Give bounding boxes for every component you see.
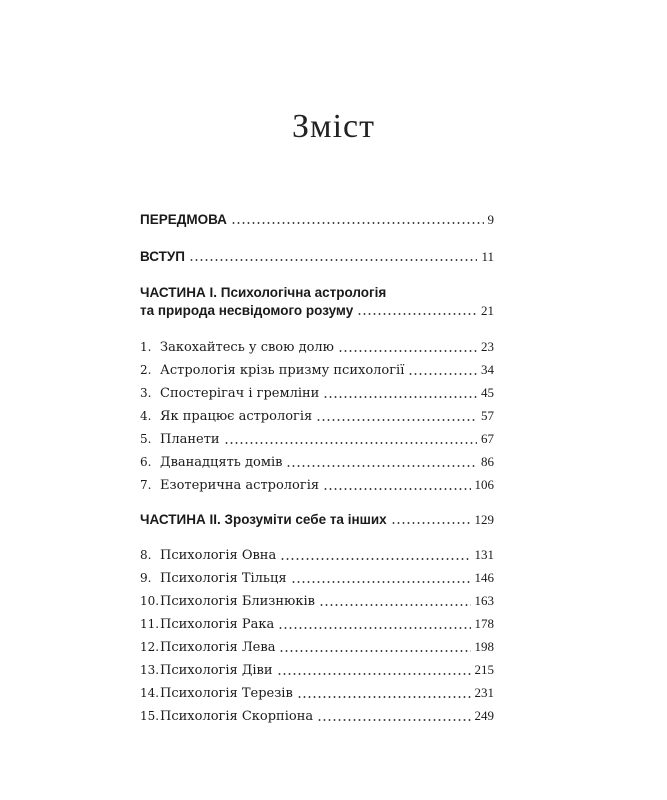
- chapter-page: 231: [474, 685, 494, 700]
- chapter-number: 10.: [140, 594, 160, 608]
- toc-chapter: [140, 339, 494, 356]
- chapter-title: Психологія Тільця: [160, 571, 287, 586]
- chapter-page: 146: [474, 570, 494, 585]
- chapter-page: 249: [474, 708, 494, 723]
- chapter-title: Психологія Діви: [160, 663, 273, 678]
- toc-entry-label: та природа несвідомого розуму: [140, 303, 354, 318]
- chapter-title: Як працює астрологія: [160, 409, 313, 424]
- toc-chapter: [140, 431, 494, 448]
- chapter-number: 8.: [140, 548, 152, 562]
- toc-entry-intro: [140, 249, 494, 265]
- dot-leader: [277, 673, 471, 675]
- toc-entry-part1: [140, 303, 494, 319]
- toc-entry-label: ЧАСТИНА II. Зрозуміти себе та інших: [140, 512, 387, 527]
- toc-chapter: [140, 593, 494, 610]
- dot-leader: [357, 313, 477, 315]
- chapter-title: Психологія Лева: [160, 640, 276, 655]
- chapter-number: 14.: [140, 686, 160, 700]
- toc-entry-part2: [140, 512, 494, 528]
- dot-leader: [338, 350, 477, 352]
- chapter-title: Закохайтесь у свою долю: [160, 340, 334, 355]
- dot-leader: [316, 419, 477, 421]
- dot-leader: [291, 581, 471, 583]
- chapter-number: 5.: [140, 432, 152, 446]
- chapter-title: Астрологія крізь призму психології: [160, 363, 405, 378]
- toc-chapter: [140, 408, 494, 425]
- toc-entry-page: 9: [487, 212, 494, 227]
- chapter-number: 6.: [140, 455, 152, 469]
- dot-leader: [280, 558, 470, 560]
- dot-leader: [189, 259, 477, 261]
- chapter-title: Дванадцять домів: [160, 455, 283, 470]
- chapter-page: 106: [474, 477, 494, 492]
- chapter-title: Психологія Терезів: [160, 686, 293, 701]
- chapter-page: 34: [481, 362, 494, 377]
- chapter-title: Езотерична астрологія: [160, 478, 320, 493]
- dot-leader: [391, 522, 471, 524]
- toc-chapter: [140, 639, 494, 656]
- toc-chapter: [140, 616, 494, 633]
- toc-chapter: [140, 685, 494, 702]
- dot-leader: [317, 719, 470, 721]
- chapter-page: 198: [474, 639, 494, 654]
- chapter-page: 215: [474, 662, 494, 677]
- page-title: Зміст: [292, 108, 375, 145]
- chapter-number: 7.: [140, 478, 152, 492]
- chapter-title: Спостерігач і гремліни: [160, 386, 320, 401]
- chapter-number: 1.: [140, 340, 152, 354]
- dot-leader: [323, 396, 477, 398]
- dot-leader: [286, 465, 477, 467]
- part1-heading-line1: ЧАСТИНА I. Психологічна астрологія: [140, 285, 387, 300]
- dot-leader: [297, 696, 471, 698]
- toc-chapter: [140, 570, 494, 587]
- chapter-title: Планети: [160, 432, 220, 447]
- chapter-page: 163: [474, 593, 494, 608]
- chapter-number: 11.: [140, 617, 160, 631]
- chapter-page: 131: [474, 547, 494, 562]
- dot-leader: [278, 627, 470, 629]
- toc-entry-label: ВСТУП: [140, 249, 185, 264]
- dot-leader: [231, 222, 484, 224]
- chapter-title: Психологія Овна: [160, 548, 277, 563]
- chapter-number: 9.: [140, 571, 152, 585]
- dot-leader: [408, 373, 477, 375]
- dot-leader: [319, 604, 471, 606]
- chapter-title: Психологія Рака: [160, 617, 275, 632]
- toc-entry-page: 21: [481, 303, 494, 318]
- toc-chapter: [140, 547, 494, 564]
- toc-chapter: [140, 454, 494, 471]
- chapter-number: 15.: [140, 709, 160, 723]
- chapter-page: 86: [481, 454, 494, 469]
- toc-chapter: [140, 708, 494, 725]
- toc-chapter: [140, 385, 494, 402]
- toc-chapter: [140, 477, 494, 494]
- dot-leader: [323, 488, 470, 490]
- chapter-page: 67: [481, 431, 494, 446]
- chapter-title: Психологія Скорпіона: [160, 709, 314, 724]
- toc-entry-preface: [140, 212, 494, 228]
- chapter-page: 57: [481, 408, 494, 423]
- chapter-number: 13.: [140, 663, 160, 677]
- chapter-number: 2.: [140, 363, 152, 377]
- dot-leader: [279, 650, 470, 652]
- chapter-number: 3.: [140, 386, 152, 400]
- dot-leader: [224, 442, 477, 444]
- chapter-page: 23: [481, 339, 494, 354]
- toc-chapter: [140, 362, 494, 379]
- chapter-number: 12.: [140, 640, 160, 654]
- toc-entry-page: 129: [474, 512, 494, 527]
- chapter-number: 4.: [140, 409, 152, 423]
- chapter-page: 45: [481, 385, 494, 400]
- chapter-title: Психологія Близнюків: [160, 594, 315, 609]
- toc-entry-page: 11: [481, 249, 494, 264]
- toc-chapter: [140, 662, 494, 679]
- chapter-page: 178: [474, 616, 494, 631]
- toc-entry-label: ПЕРЕДМОВА: [140, 212, 227, 227]
